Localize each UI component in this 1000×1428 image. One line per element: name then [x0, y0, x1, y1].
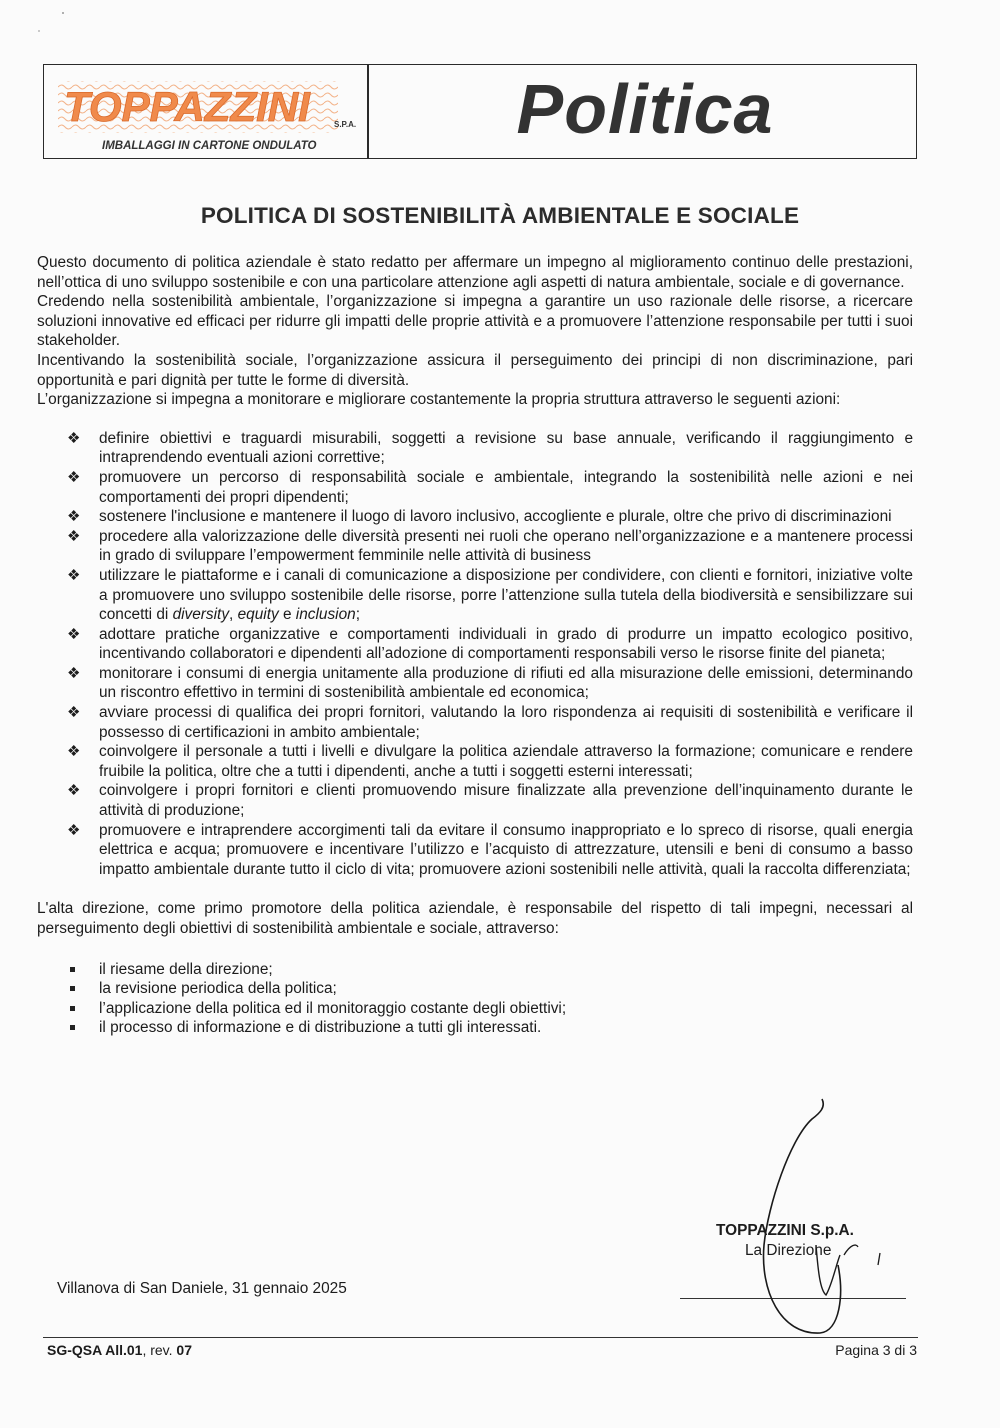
signatory-company: TOPPAZZINI S.p.A. [716, 1222, 854, 1239]
actions-list [37, 429, 913, 880]
square-bullet-icon [70, 1025, 75, 1030]
list-item: ❖ sostenere l'inclusione e mantenere il luogo di lavoro inclusivo, accogliente e plurale, oltre che privo di discriminazioni [67, 508, 892, 526]
list-item: ❖ coinvolgere i propri fornitori e clienti promuovendo misure finalizzate alla prevenzione dell’inquinamento durante le attività di produzione; [67, 782, 913, 820]
list-item: ❖ utilizzare le piattaforme e i canali di comunicazione a disposizione per condividere, con clienti e fornitori, iniziative volte a promuovere uno sviluppo sostenibile delle risorse, porre l’attenzione sulla tutela della biodiversità e sensibilizzare sui concetti di diversity, equity e inclusion; [67, 566, 913, 624]
logo-wordmark: TOPPAZZINI [64, 83, 310, 130]
scan-speck [38, 30, 40, 32]
square-bullet-icon [70, 986, 75, 991]
intro-paragraph: L’organizzazione si impegna a monitorare e migliorare costantemente la propria struttura attraverso le seguenti azioni: [37, 391, 841, 409]
intro-paragraph: Credendo nella sostenibilità ambientale, l’organizzazione si impegna a garantire un uso razionale delle risorse, a ricercare soluzioni innovative ed efficaci per ridurre gli impatti delle proprie attività e a promuovere l’attenzione responsabile per tutti i suoi stakeholder. [37, 293, 913, 350]
list-item: ❖ avviare processi di qualifica dei propri fornitori, valutando la loro rispondenza ai requisiti di sostenibilità e verificare il possesso di certificazioni in ambito ambientale; [67, 704, 913, 741]
list-item: ❖ monitorare i consumi di energia unitamente alla produzione di rifiuti ed alla misurazione delle emissioni, determinando un riscontro effettivo in termini di sostenibilità ambientale ed economica; [67, 664, 913, 702]
intro-paragraph: Questo documento di politica aziendale è stato redatto per affermare un impegno al miglioramento continuo delle prestazioni, nell’ottica di uno sviluppo sostenibile e con una particolare attenzione agli aspetti di natura ambientale, sociale e di governance. [37, 254, 913, 291]
header-divider [367, 65, 369, 158]
page-number: Pagina 3 di 3 [835, 1342, 917, 1358]
diamond-bullet-icon: ❖ [67, 566, 81, 584]
diamond-bullet-icon: ❖ [67, 704, 81, 722]
document-code: SG-QSA All.01, rev. 07 [47, 1342, 192, 1358]
list-item: ❖ promuovere e intraprendere accorgimenti tali da evitare il consumo inappropriato e lo spreco di risorse, quali energia elettrica e acqua; promuovere e incentivare l’utilizzo e l’acquisto di attrezzature, utensili e beni di consumo a basso impatto ambientale durante tutto il ciclo di vita; promuovere azioni sostenibili nelle attività, quali la raccolta differenziata; [67, 821, 913, 878]
square-bullet-icon [70, 1006, 75, 1011]
header-title: Politica [516, 70, 774, 148]
document-header [43, 64, 917, 159]
handwritten-signature [740, 1095, 900, 1340]
company-logo [58, 75, 358, 153]
diamond-bullet-icon: ❖ [67, 468, 81, 486]
list-item: ❖ promuovere un percorso di responsabilità sociale e ambientale, integrando la sostenibilità nelle azioni e nei comportamenti dei propri dipendenti; [67, 468, 913, 506]
list-item: la revisione periodica della politica; [37, 979, 913, 999]
diamond-bullet-icon: ❖ [67, 821, 81, 839]
list-item: ❖ definire obiettivi e traguardi misurabili, soggetti a revisione su base annuale, verificando il raggiungimento e intraprendendo eventuali azioni correttive; [67, 429, 913, 467]
place-date: Villanova di San Daniele, 31 gennaio 2025 [57, 1280, 347, 1297]
square-bullet-icon [70, 967, 75, 972]
means-list [37, 960, 913, 1038]
intro-paragraph: Incentivando la sostenibilità sociale, l’organizzazione assicura il perseguimento dei principi di non discriminazione, pari opportunità e pari dignità per tutte le forme di diversità. [37, 351, 913, 389]
list-item: ❖ coinvolgere il personale a tutti i livelli e divulgare la politica aziendale attraverso la formazione; comunicare e rendere fruibile la politica, oltre che a tutti i dipendenti, anche a tutti i soggetti esterni interessati; [67, 743, 913, 780]
diamond-bullet-icon: ❖ [67, 782, 81, 800]
list-item: l’applicazione della politica ed il monitoraggio costante degli obiettivi; [37, 999, 913, 1019]
scan-speck [62, 12, 64, 14]
list-item: ❖ adottare pratiche organizzative e comportamenti individuali in grado di produrre un impatto ecologico positivo, incentivando collaboratori e dipendenti all’adozione di comportamenti responsabili verso le risorse finite del pianeta; [67, 625, 913, 663]
diamond-bullet-icon: ❖ [67, 743, 81, 761]
footer-divider [43, 1337, 918, 1338]
list-item: ❖ procedere alla valorizzazione delle diversità presenti nei ruoli che operano nell’organizzazione e a mantenere processi in grado di sviluppare l’empowerment femminile nelle attività di business [67, 527, 913, 565]
list-item: il riesame della direzione; [37, 960, 913, 980]
document-title: POLITICA DI SOSTENIBILITÀ AMBIENTALE E SOCIALE [200, 203, 800, 228]
diamond-bullet-icon: ❖ [67, 508, 81, 526]
list-item: il processo di informazione e di distribuzione a tutti gli interessati. [37, 1018, 913, 1038]
closing-paragraph: L'alta direzione, come primo promotore della politica aziendale, è responsabile del rispetto di tali impegni, necessari al perseguimento degli obiettivi di sostenibilità ambientale e sociale, attraverso: [37, 900, 913, 937]
signatory-role: La Direzione [745, 1242, 832, 1259]
logo-suffix: S.P.A. [334, 120, 357, 129]
document-body [37, 253, 913, 1038]
diamond-bullet-icon: ❖ [67, 429, 81, 447]
logo-tagline: IMBALLAGGI IN CARTONE ONDULATO [102, 140, 317, 152]
diamond-bullet-icon: ❖ [67, 527, 81, 545]
diamond-bullet-icon: ❖ [67, 625, 81, 643]
diamond-bullet-icon: ❖ [67, 664, 81, 682]
toppazzini-logo-graphic [58, 75, 358, 153]
